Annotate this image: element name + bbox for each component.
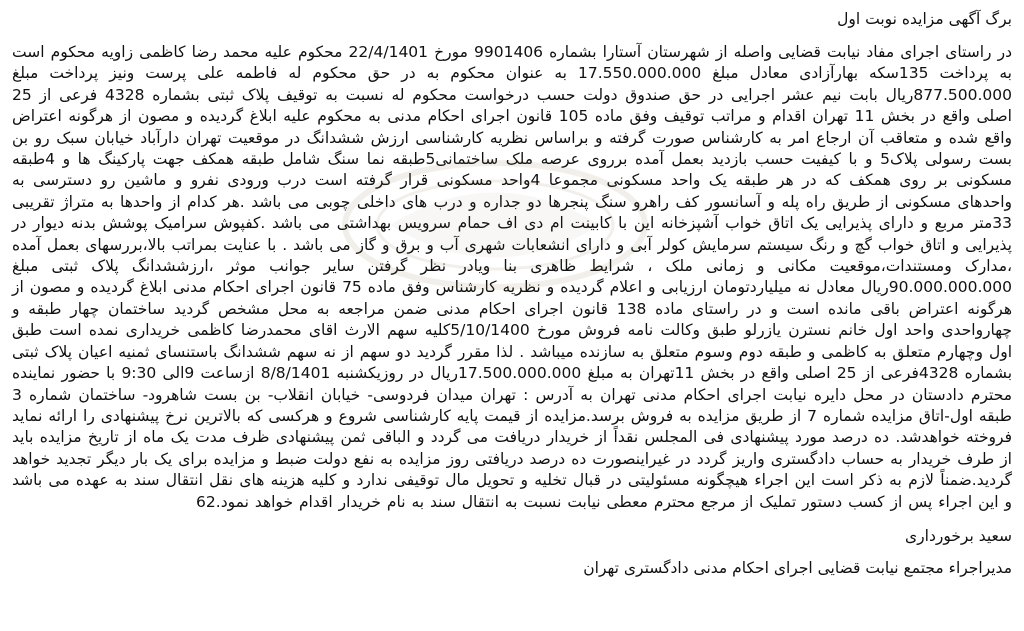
signer-name: سعید برخورداری — [905, 526, 1012, 545]
notice-title: برگ آگهی مزایده نوبت اول — [837, 10, 1012, 28]
issuing-authority: مدیراجراء مجتمع نیابت قضایی اجرای احکام مدنی دادگستری تهران — [583, 558, 1012, 577]
notice-body: در راستای اجرای مفاد نیابت قضایی واصله از شهرستان آستارا بشماره 9901406 مورخ 22/4/1401 محکوم علیه محمد رضا کاظمی زاویه محکوم است به پرداخت 135سکه بهارآزادی معادل مبلغ 17.550.000.000 به عنوان محکوم به در حق محکوم له فاطمه علی پرست ونیز پرداخت مبلغ 877.500.000ریال بابت نیم عشر اجرایی در حق صندوق دولت حسب درخواست محکوم له نسبت به توقیف پلاک ثبتی بشماره 4328 فرعی از 25 اصلی واقع در بخش 11 تهران اقدام و مراتب توقیف وفق ماده 105 قانون اجرای احکام مدنی به محکوم علیه ابلاغ گردیده و مصون از هرگونه اعتراض واقع شده و متعاقب آن ارجاع امر به کارشناس صورت گرفته و براساس نظریه کارشناسی ارزش ششدانگ در موقعیت تهران دارآباد خیابان سبک رو بن بست رسولی پلاک5 و با کیفیت حسب بازدید بعمل آمده برروی عرصه ملک ساختمانی5طبقه نما سنگ شامل طبقه همکف جهت پارکینگ ها و 4طبقه مسکونی بر روی همکف که در هر طبقه یک واحد مسکونی مجموعا 4واحد مسکونی قرار گرفته است درب ورودی نفرو و ماشین رو دسترسی به واحدهای مسکونی از طریق راه پله و آسانسور کف راهرو سنگ پنجرها دو جداره و درب های داخلی چوبی می باشد .هر کدام از واحدها به متراژ تقریبی 33متر مربع و دارای پذیرایی یک اتاق خواب آشپزخانه این با کابینت ام دی اف حمام سرویس بهداشتی می باشد .کفپوش سرامیک پوشش بدنه دیوار در پذیرایی و اتاق خواب گچ و رنگ سیستم سرمایش کولر آبی و دارای انشعابات شهری آب و برق و گاز می باشد . با عنایت بمراتب بالا،بررسهای بعمل آمده ،مدارک ومستندات،موقعیت مکانی و زمانی ملک ، شرایط ظاهری بنا ویادر نظر گرفتن سایر جوانب موثر ،ارزششدانگ پلاک ثبتی مبلغ 90.000.000.000ریال معادل نه میلیاردتومان ارزیابی و اعلام گردیده و نظریه کارشناس وفق ماده 75 قانون اجرای احکام مدنی ابلاغ گردیده و مصون از هرگونه اعتراض باقی مانده است و در راستای ماده 138 قانون اجرای احکام مدنی ضمن مراجعه به محل مشخص گردید ساختمان چهار طبقه و چهارواحدی واحد اول خانم نسترن یازرلو طبق وکالت نامه فروش مورخ 5/10/1400کلیه سهم الارث اقای محمدرضا کاظمی خریداری نمده است طبق اول وچهارم متعلق به کاظمی و طبقه دوم وسوم متعلق به سازنده میباشد . لذا مقرر گردید دو سهم از نه سهم ششدانگ باستنسای ثمنیه اعیان پلاک ثبتی بشماره 4328فرعی از 25 اصلی واقع در بخش 11تهران به مبلغ 17.500.000.000ریال در روزیکشنبه 8/8/1401 ازساعت 9الی 9:30 با حضور نماینده محترم دادستان در محل دایره نیابت اجرای احکام مدنی تهران به آدرس : تهران میدان فردوسی- خیابان انقلاب- بن بست شاهرود- ساختمان شماره 3 طبقه اول-اتاق مزایده شماره 7 از طریق مزایده به فروش برسد.مزایده از قیمت پایه کارشناسی شروع و هرکسی که بالاترین نرخ پیشنهادی را ارائه نماید فروخته خواهدشد. ده درصد مورد پیشنهادی فی المجلس نقداً از خریدار دریافت می گردد و الباقی ثمن پیشنهادی ظرف مدت یک ماه از تاریخ مزایده باید از طرف خریدار به حساب دادگستری واریز گردد در غیراینصورت ده درصد دریافتی روز مزایده به نفع دولت ضبط و مزایده برای یک بار دیگر تجدید خواهد گردید.ضمناً لازم به ذکر است این اجراء هیچگونه مسئولیتی در قبال تخلیه و تحویل مال توقیفی ندارد و کلیه هزینه های نقل انتقال سند به عهده می باشد و این اجراء پس از کسب دستور تملیک از مرجع محترم معطی نیابت نسبت به انتقال سند به نام خریدار اقدام خواهد نمود.62 — [12, 43, 1013, 511]
